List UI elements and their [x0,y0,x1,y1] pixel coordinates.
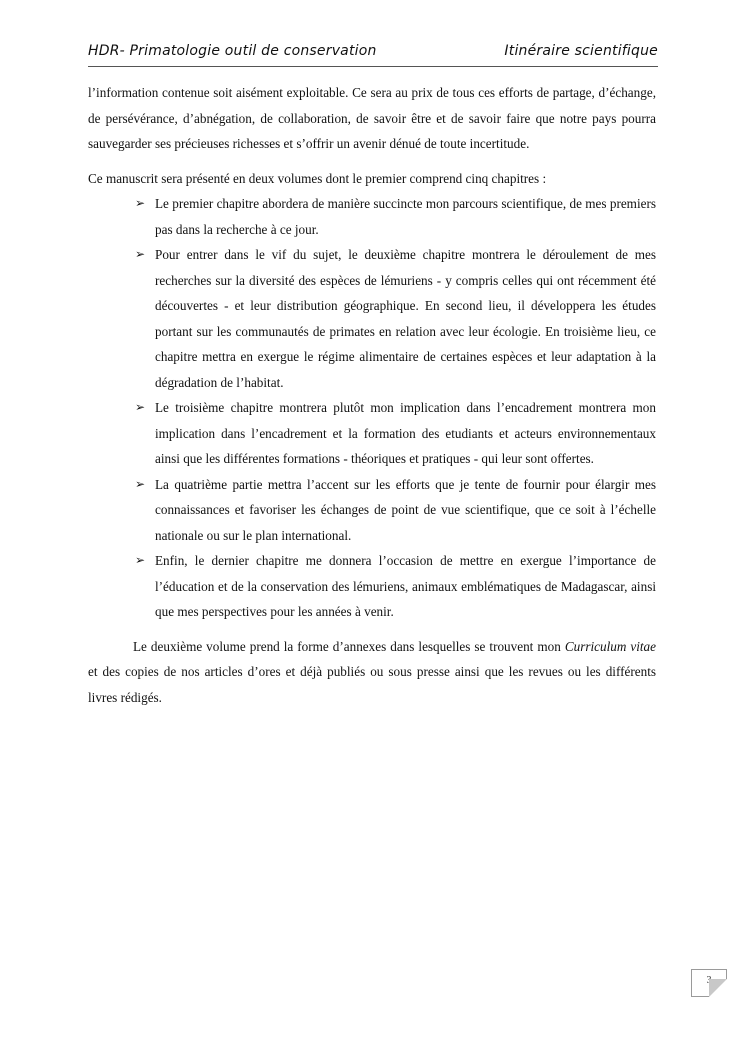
list-item [135,548,656,625]
page-header [88,42,658,67]
paragraph-continuation: l’information contenue soit aisément exploitable. Ce sera au prix de tous ces efforts de partage, d’échange, de persévérance, d’abnégation, de collaboration, de savoir être et de savoir faire que notre pays pourra sauvegarder ses précieuses richesses et s’offrir un avenir dénué de toute incertitude. [88,85,656,151]
page-number: 3 [706,975,712,986]
list-item-text: Le premier chapitre abordera de manière succincte mon parcours scientifique, de mes premiers pas dans la recherche à ce jour. [155,196,656,237]
paragraph-second-volume [88,634,656,711]
list-item [135,191,656,242]
list-item [135,242,656,395]
list-item-text: Pour entrer dans le vif du sujet, le deuxième chapitre montrera le déroulement de mes recherches sur la diversité des espèces de lémuriens - y compris celles qui ont récemment été découvertes - et leur distribution géographique. En second lieu, il développera les études portant sur les communautés de primates en relation avec leur écologie. En troisième lieu, ce chapitre mettra en exergue le régime alimentaire de certaines espèces et leur adaptation à la dégradation de l’habitat. [155,247,656,390]
arrow-bullet-icon: ➢ [135,400,146,414]
page-curl-icon [709,979,727,997]
arrow-bullet-icon: ➢ [135,196,146,210]
list-item-text: La quatrième partie mettra l’accent sur les efforts que je tente de fournir pour élargir mes connaissances et favoriser les échanges de point de vue scientifique, que ce soit à l’échelle nationale ou sur le plan international. [155,476,656,543]
list-item [135,395,656,472]
arrow-bullet-icon: ➢ [135,247,146,261]
page-number-box [691,969,727,997]
page-body [88,80,656,710]
list-item-text: Enfin, le dernier chapitre me donnera l’occasion de mettre en exergue l’importance de l’éducation et de la conservation des lémuriens, animaux emblématiques de Madagascar, ainsi que mes perspectives pour les années à venir. [155,553,656,619]
arrow-bullet-icon: ➢ [135,553,146,567]
paragraph-text-start: Le deuxième volume prend la forme d’annexes dans lesquelles se trouvent mon [133,638,565,654]
paragraph-text-end: et des copies de nos articles d’ores et déjà publiés ou sous presse ainsi que les revues ou les différents livres rédigés. [88,664,656,705]
list-item [135,472,656,549]
header-section-title: Itinéraire scientifique [504,43,658,59]
header-document-title: HDR- Primatologie outil de conservation [88,43,377,59]
arrow-bullet-icon: ➢ [135,476,146,491]
chapter-list [88,191,656,625]
list-item-text: Le troisième chapitre montrera plutôt mon implication dans l’encadrement montrera mon implication dans l’encadrement et la formation des etudiants et acteurs environnementaux ainsi que les différentes formations - théoriques et pratiques - qui leur sont offertes. [155,400,656,466]
curriculum-vitae-italic: Curriculum vitae [564,638,656,654]
paragraph-intro: Ce manuscrit sera présenté en deux volumes dont le premier comprend cinq chapitres : [88,170,547,186]
